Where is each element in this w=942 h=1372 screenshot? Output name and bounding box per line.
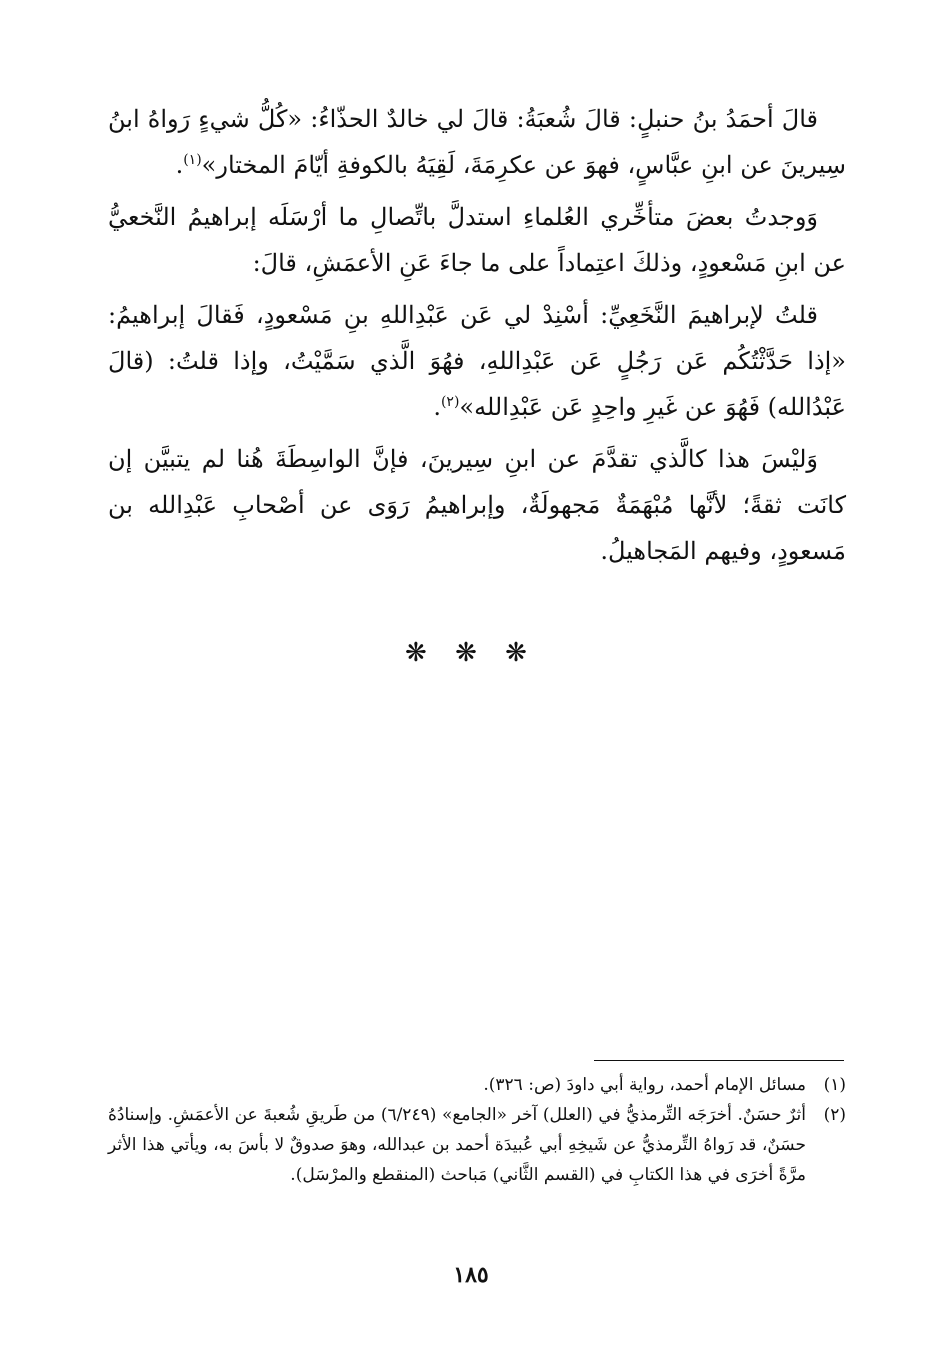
footnote-1	[108, 1070, 846, 1100]
paragraph-1	[108, 96, 846, 188]
paragraph-1-text: قالَ أحمَدُ بنُ حنبلٍ: قالَ شُعبَةُ: قالَ لي خالدٌ الحذّاءُ: «كُلُّ شيءٍ رَواهُ ابنُ سِيرينَ عن ابنِ عبَّاسٍ، فهوَ عن عكرِمَةَ، لَقِيَهُ بالكوفةِ أيّامَ المختار»	[108, 105, 846, 179]
paragraph-4: وَليْسَ هذا كالَّذي تقدَّمَ عن ابنِ سِيرينَ، فإنَّ الواسِطَةَ هُنا لم يتبيَّن إن كانَت ثقةً؛ لأنَّها مُبْهَمَةٌ مَجهولَةٌ، وإبراهيمُ رَوَى عن أصْحابِ عَبْدِالله بن مَسعودٍ، وفيهم المَجاهيلُ.	[108, 445, 846, 565]
section-ornament-icon: ❋ ❋ ❋	[405, 638, 537, 668]
paragraph-3-end: .	[433, 393, 441, 421]
footnote-separator	[594, 1060, 844, 1061]
paragraph-3	[108, 292, 846, 430]
footnote-1-number: (١)	[823, 1075, 846, 1095]
footnote-2-text: أثرٌ حسَنٌ. أخرَجَه التِّرمذيُّ في (العلل) آخر «الجامع» (٦/٢٤٩) من طَريقِ شُعبةَ عن الأعمَشِ. وإسنادُهُ حسَنٌ، قد رَواهُ التِّرمذيُّ عن شَيخِهِ أبي عُبيدَة أحمد بن عبدالله، وهوَ صدوقٌ لا بأسَ به، ويأتي هذا الأثر مرَّةً أخرَى في هذا الكتابِ في (القسم الثَّاني) مَباحث (المنقطع والمرْسَل).	[108, 1105, 806, 1185]
footnote-2	[108, 1100, 846, 1190]
paragraph-3-text: قلتُ لإبراهيمَ النَّخَعِيِّ: أسْنِدْ لي عَن عَبْدِاللهِ بنِ مَسْعودٍ، فَقالَ إبراهيمُ: «إذا حَدَّثْتُكُم عَن رَجُلٍ عَن عَبْدِاللهِ، فهُوَ الَّذي سَمَّيْتُ، وإذا قلتُ: (قالَ عَبْدُالله) فَهُوَ عن غَيرِ واحِدٍ عَن عَبْدِالله»	[108, 301, 846, 421]
paragraph-2: وَوجدتُ بعضَ متأخِّري العُلماءِ استدلَّ باتِّصالِ ما أرْسَلَه إبراهيمُ النَّخعيُّ عن ابنِ مَسْعودٍ، وذلكَ اعتِماداً على ما جاءَ عَنِ الأعمَشِ، قالَ:	[108, 203, 846, 277]
footnote-ref-1: (١)	[183, 152, 202, 168]
main-text	[108, 96, 846, 574]
footnote-1-text: مسائل الإمام أحمد، رواية أبي داودَ (ص: ٣٢٦).	[483, 1075, 806, 1095]
footnote-ref-2: (٢)	[440, 394, 460, 410]
page-number: ١٨٥	[453, 1262, 489, 1288]
paragraph-1-end: .	[175, 151, 184, 179]
footnote-2-number: (٢)	[823, 1105, 846, 1125]
footnotes	[108, 1070, 846, 1190]
